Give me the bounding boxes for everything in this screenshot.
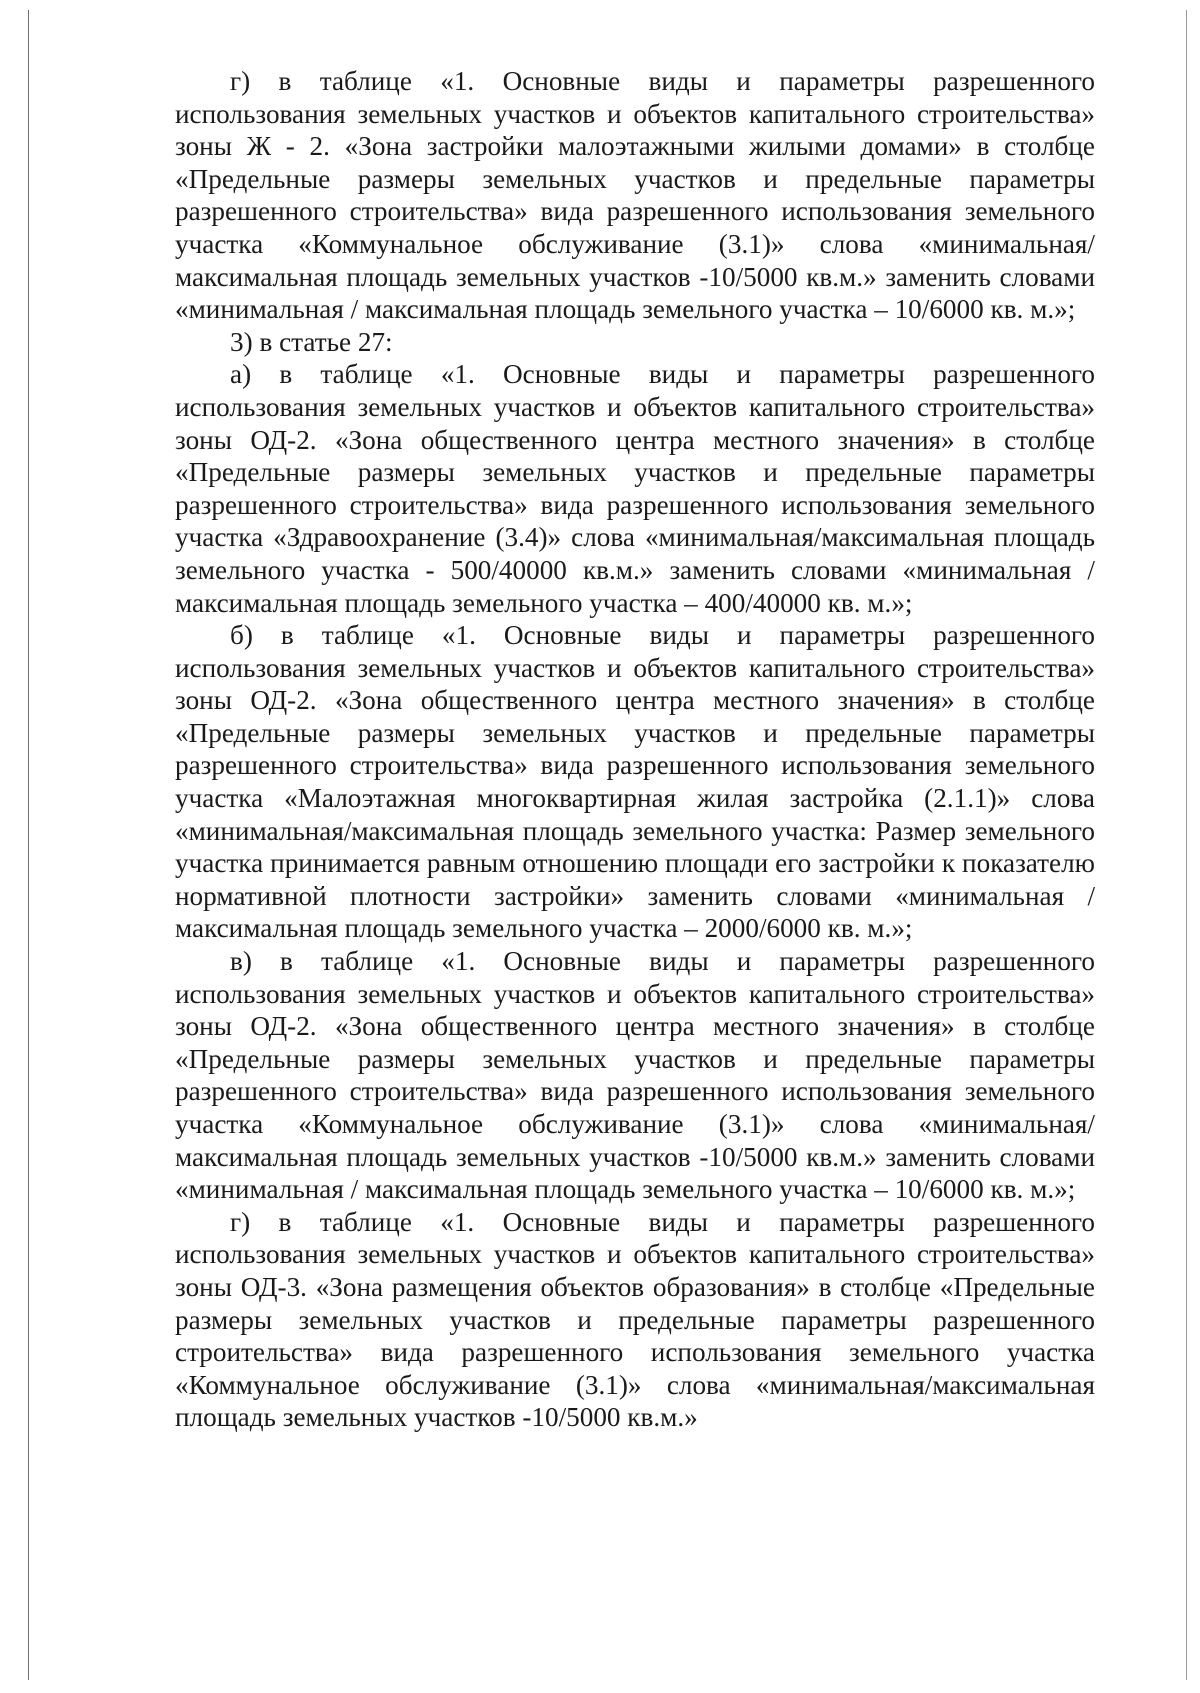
paragraph-g-zone-od3: г) в таблице «1. Основные виды и параметры разрешенного использования земельных участков и объектов капитального строительства» зоны ОД-3. «Зона размещения объектов образования» в столбце «Предельные размеры земельных участков и предельные параметры разрешенного строительства» вида разрешенного использования земельного участка «Коммунальное обслуживание (3.1)» слова «минимальная/максимальная площадь земельных участков -10/5000 кв.м.» (175, 1206, 1095, 1433)
paragraph-article-27: 3) в статье 27: (230, 326, 393, 357)
paragraph-a-zone-od2: а) в таблице «1. Основные виды и параметры разрешенного использования земельных участков и объектов капитального строительства» зоны ОД-2. «Зона общественного центра местного значения» в столбце «Предельные размеры земельных участков и предельные параметры разрешенного строительства» вида разрешенного использования земельного участка «Здравоохранение (3.4)» слова «минимальная/максимальная площадь земельного участка - 500/40000 кв.м.» заменить словами «минимальная / максимальная площадь земельного участка – 400/40000 кв. м.»; (175, 359, 1095, 618)
paragraph-g-zone-zh2: г) в таблице «1. Основные виды и параметры разрешенного использования земельных участков и объектов капитального строительства» зоны Ж - 2. «Зона застройки малоэтажными жилыми домами» в столбце «Предельные размеры земельных участков и предельные параметры разрешенного строительства» вида разрешенного использования земельного участка «Коммунальное обслуживание (3.1)» слова «минимальная/максимальная площадь земельных участков -10/5000 кв.м.» заменить словами «минимальная / максимальная площадь земельного участка – 10/6000 кв. м.»; (175, 66, 1095, 325)
paragraph-b-zone-od2: б) в таблице «1. Основные виды и параметры разрешенного использования земельных участков и объектов капитального строительства» зоны ОД-2. «Зона общественного центра местного значения» в столбце «Предельные размеры земельных участков и предельные параметры разрешенного строительства» вида разрешенного использования земельного участка «Малоэтажная многоквартирная жилая застройка (2.1.1)» слова «минимальная/максимальная площадь земельного участка: Размер земельного участка принимается равным отношению площади его застройки к показателю нормативной плотности застройки» заменить словами «минимальная / максимальная площадь земельного участка – 2000/6000 кв. м.»; (175, 620, 1095, 944)
paragraph-v-zone-od2: в) в таблице «1. Основные виды и параметры разрешенного использования земельных участков и объектов капитального строительства» зоны ОД-2. «Зона общественного центра местного значения» в столбце «Предельные размеры земельных участков и предельные параметры разрешенного строительства» вида разрешенного использования земельного участка «Коммунальное обслуживание (3.1)» слова «минимальная/максимальная площадь земельных участков -10/5000 кв.м.» заменить словами «минимальная / максимальная площадь земельного участка – 10/6000 кв. м.»; (175, 946, 1095, 1205)
scan-border-left (28, 10, 29, 1680)
scan-border-right (1186, 10, 1187, 1680)
document-body (175, 65, 1095, 1434)
